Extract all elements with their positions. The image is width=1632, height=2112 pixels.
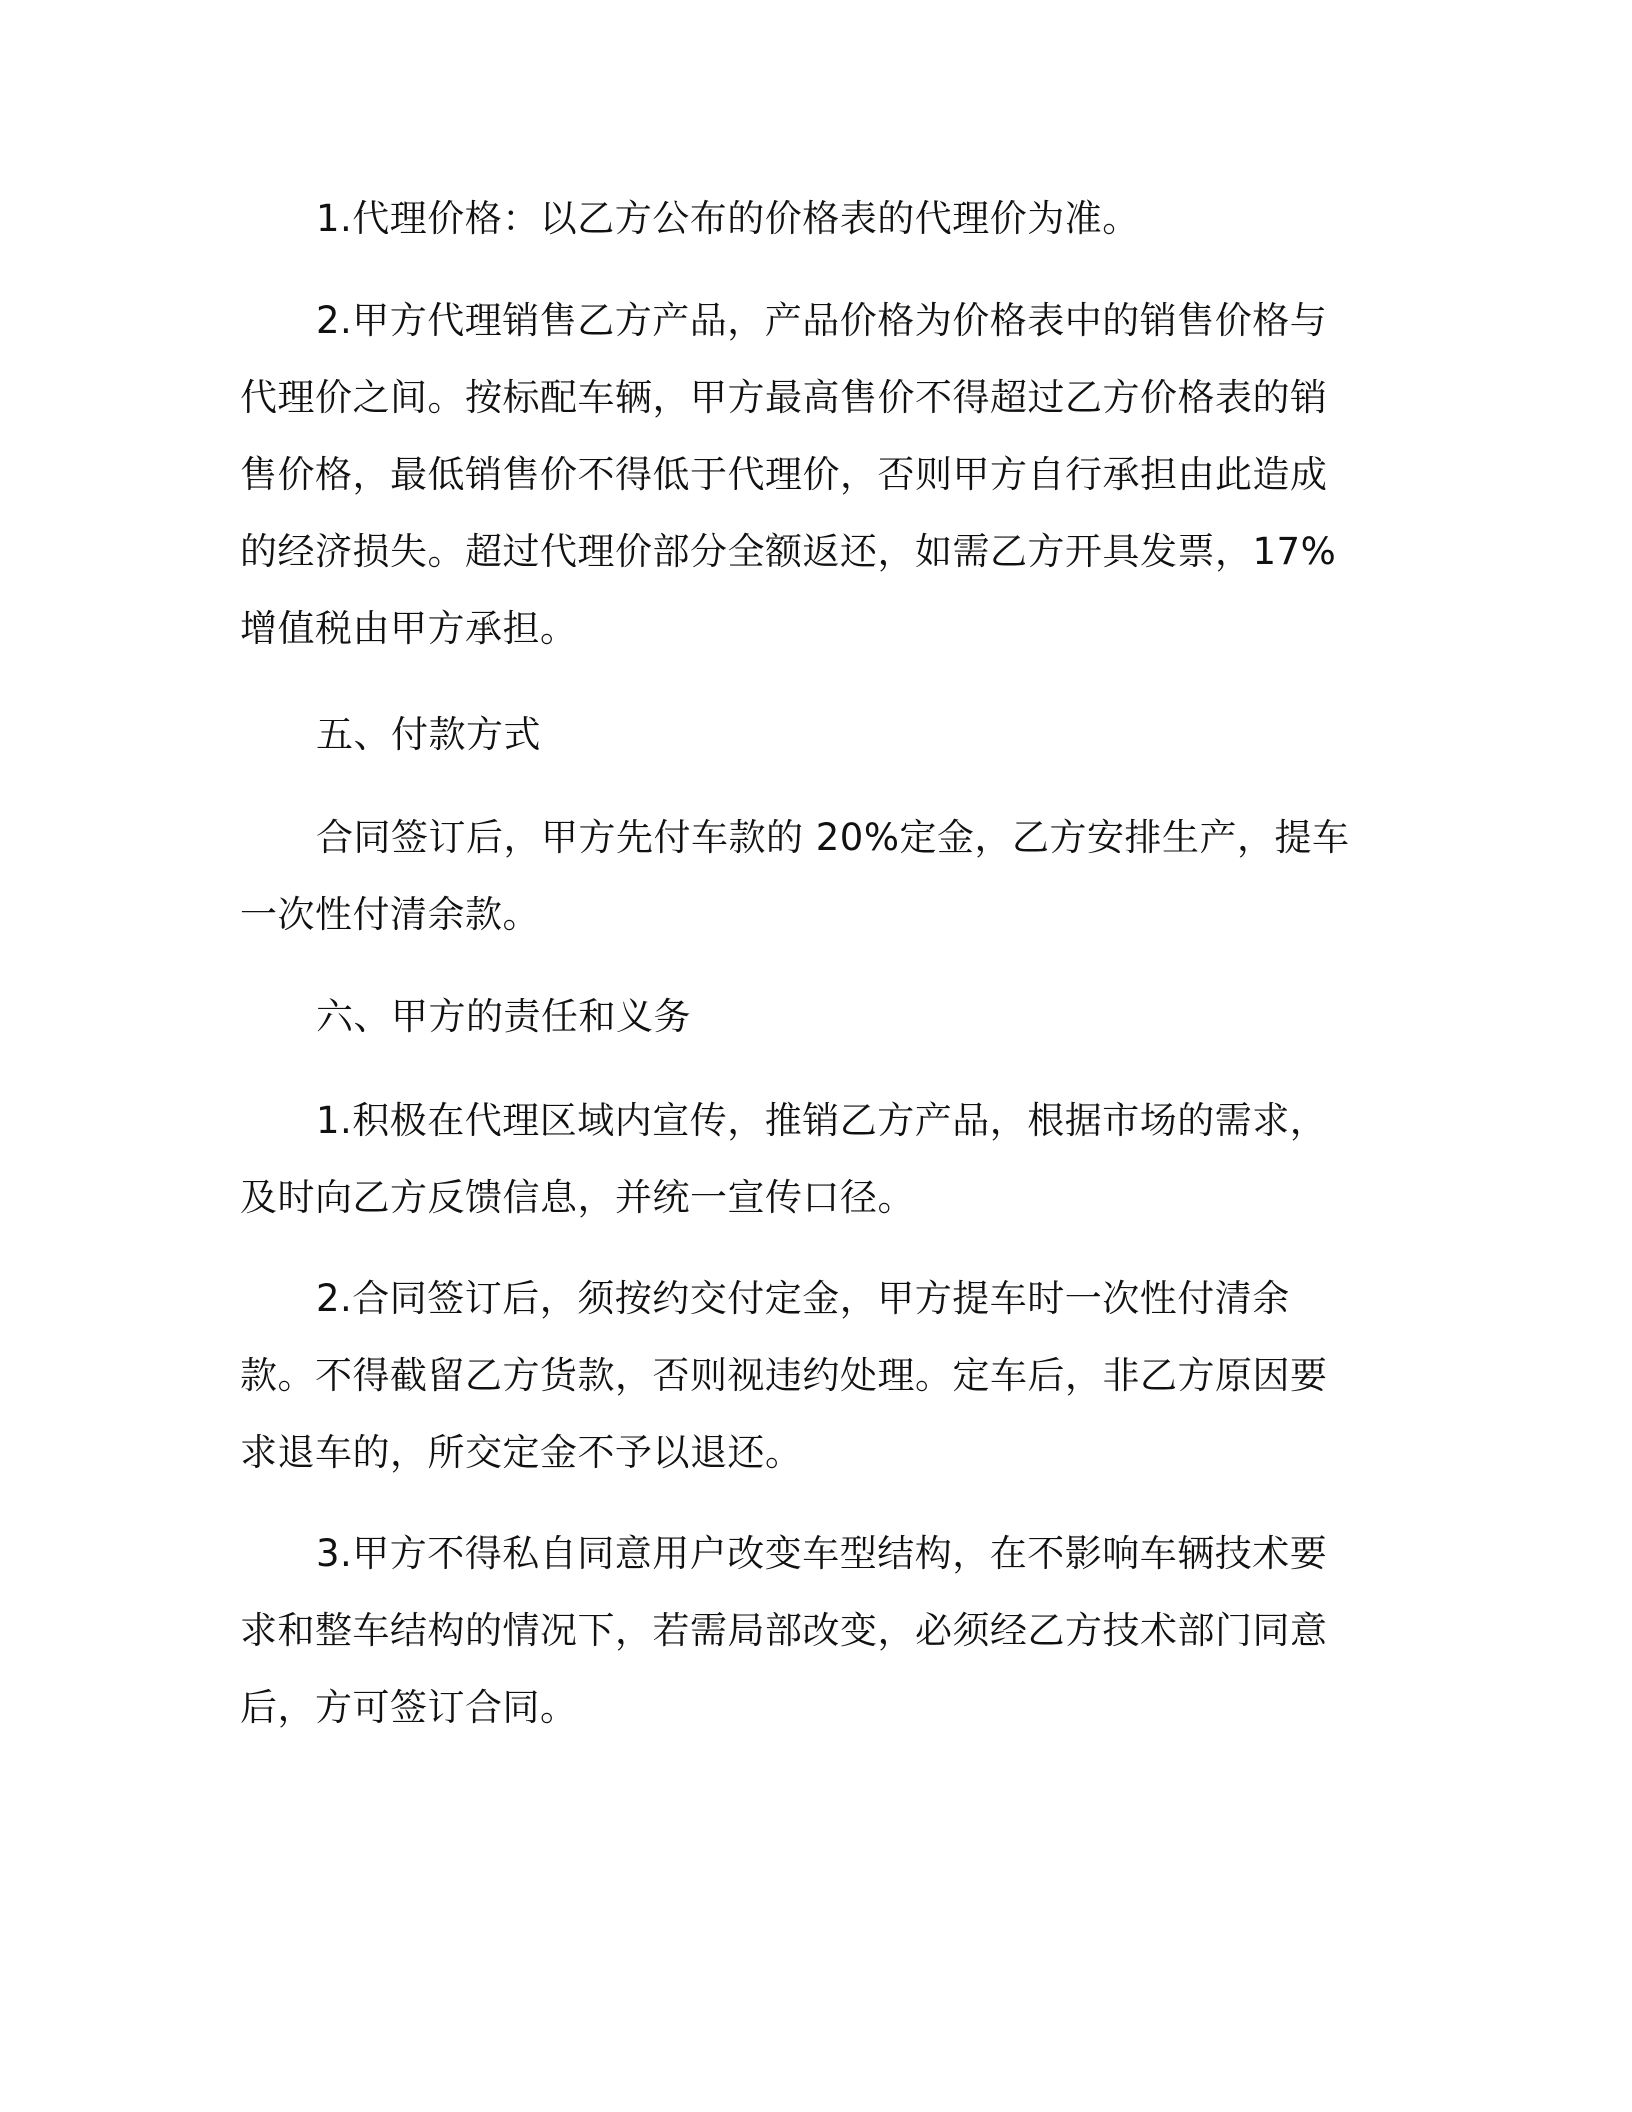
section-heading-payment: 五、付款方式 [316,713,541,756]
section-heading-party-a-duties: 六、甲方的责任和义务 [316,995,691,1038]
clause-sales-price: 2.甲方代理销售乙方产品，产品价格为价格表中的销售价格与代理价之间。按标配车辆，甲方最高售价不得超过乙方价格表的销售价格，最低销售价不得低于代理价，否则甲方自行承担由此造成的经济损失。超过代理价部分全额返还，如需乙方开具发票，17%增值税由甲方承担。 [240,299,1337,650]
clause-payment-method: 合同签订后，甲方先付车款的 20%定金，乙方安排生产，提车一次性付清余款。 [240,816,1350,936]
clause-promotion: 1.积极在代理区域内宣传，推销乙方产品，根据市场的需求，及时向乙方反馈信息，并统一宣传口径。 [240,1099,1328,1219]
clause-deposit: 2.合同签订后，须按约交付定金，甲方提车时一次性付清余款。不得截留乙方货款，否则视违约处理。定车后，非乙方原因要求退车的，所交定金不予以退还。 [240,1277,1328,1474]
clause-agency-price: 1.代理价格：以乙方公布的价格表的代理价为准。 [316,197,1140,240]
clause-vehicle-structure: 3.甲方不得私自同意用户改变车型结构，在不影响车辆技术要求和整车结构的情况下，若需局部改变，必须经乙方技术部门同意后，方可签订合同。 [240,1532,1328,1729]
